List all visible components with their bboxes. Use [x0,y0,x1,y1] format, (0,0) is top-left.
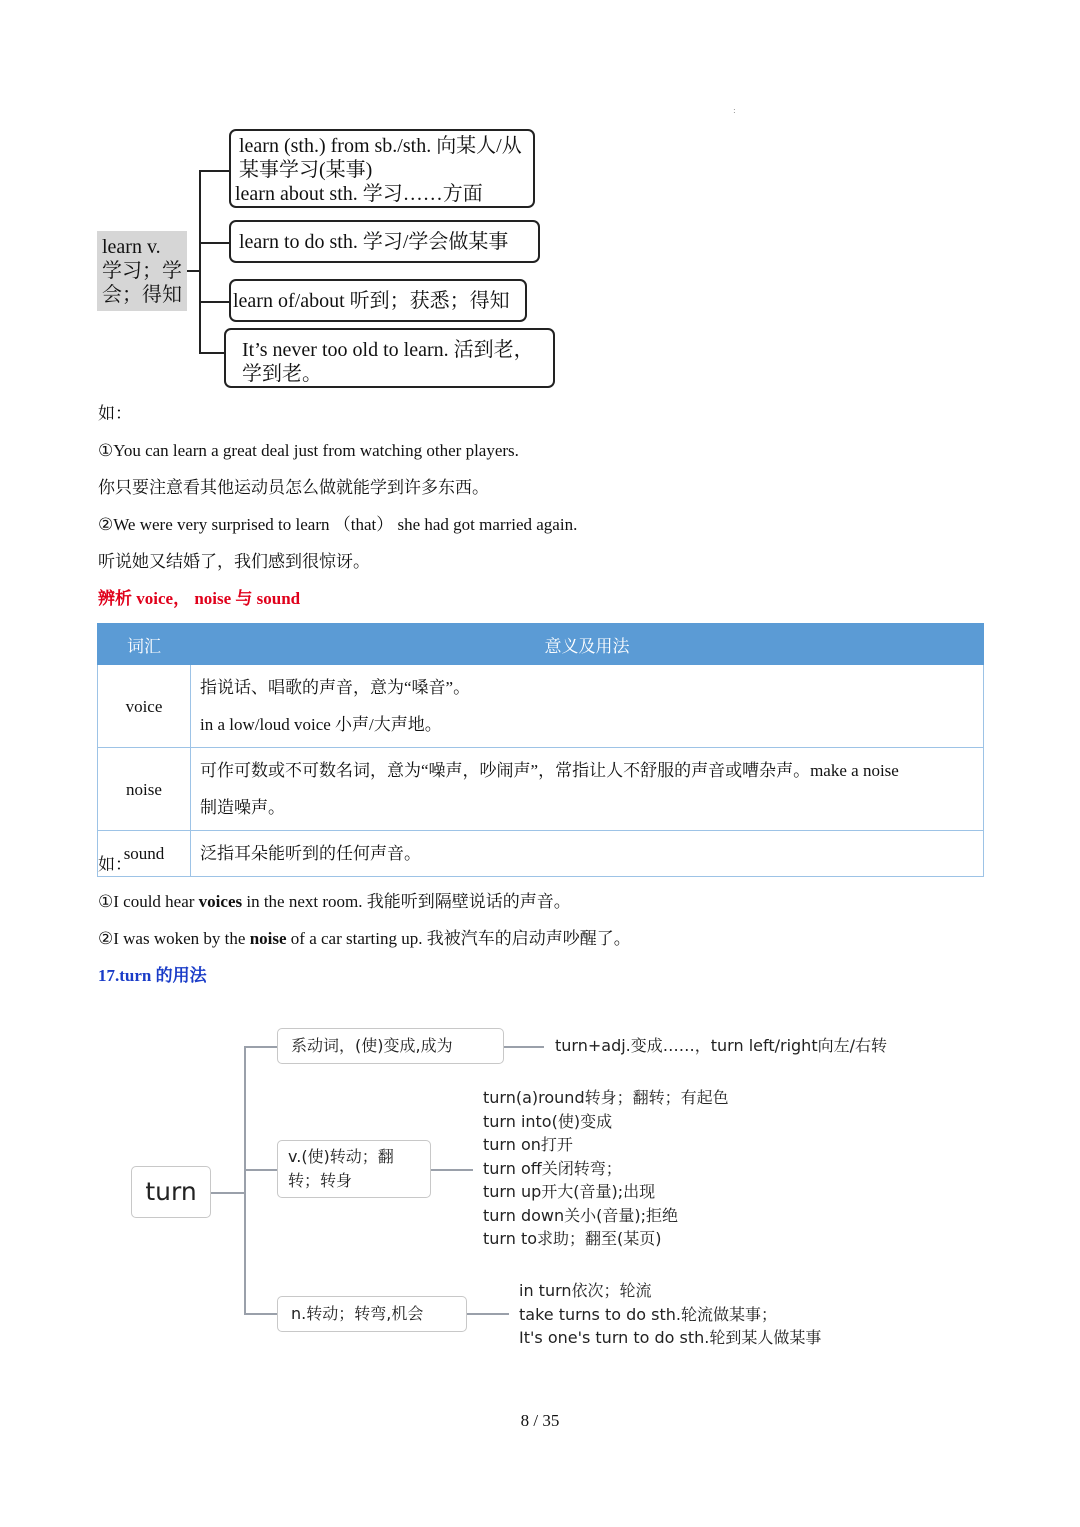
learn-branch-from [229,129,535,208]
list-item: turn into(使)变成 [483,1111,613,1131]
keyword: noise [249,929,287,948]
table-row [98,748,984,831]
table-header-meaning: 意义及用法 [191,624,984,665]
keyword: voices [198,892,243,911]
list-item: turn up开大(音量);出现 [483,1182,656,1201]
meaning-line: 可作可数或不可数名词，意为“噪声，吵闹声”，常指让人不舒服的声音或嘈杂声。make a noise [200,761,899,780]
connector [244,1169,278,1171]
turn-detail-list-verb [483,1086,729,1251]
connector [199,301,230,303]
page-number: 8 / 35 [520,1411,560,1430]
turn-branch-verb: v.(使)转动；翻转；转身 [277,1140,431,1198]
sentence-text: ①I could hear [98,892,199,911]
table-row [98,665,984,748]
table-cell-meaning [191,665,984,748]
learn-branch-to-do: learn to do sth. 学习/学会做某事 [229,220,540,263]
table-cell-meaning [191,831,984,877]
corner-mark: : [733,106,736,115]
list-item: in turn依次；轮流 [519,1281,652,1300]
table-cell-word: voice [98,665,191,748]
learn-branch-from-text: learn (sth.) from sb./sth. 向某人/从某事学习(某事) [239,135,522,181]
table-cell-word: noise [98,748,191,831]
example-label: 如： [98,855,132,874]
learn-branch-proverb: It’s never too old to learn. 活到老，学到老。 [224,328,555,388]
connector [187,270,199,272]
connector [431,1169,473,1171]
connector [244,1313,278,1315]
meaning-line: 泛指耳朵能听到的任何声音。 [200,844,421,863]
connector-trunk [199,170,201,354]
connector [504,1046,544,1048]
list-item: turn on打开 [483,1135,573,1154]
learn-root-node: learn v. 学习；学会；得知 [97,231,187,311]
turn-branch-linking-verb: 系动词，(使)变成,成为 [277,1028,504,1064]
list-item: turn down关小(音量);拒绝 [483,1205,678,1225]
turn-branch-noun: n.转动；转弯,机会 [277,1296,467,1332]
list-item: take turns to do sth.轮流做某事； [519,1304,777,1324]
sentence-text: of a car starting up. 我被汽车的启动声吵醒了。 [286,929,631,948]
sentence-text: ②I was woken by the [98,929,250,948]
connector [467,1313,509,1315]
meaning-line: in a low/loud voice 小声/大声地。 [200,715,442,734]
example-sentence [98,928,631,950]
vocab-comparison-table [97,623,984,877]
connector [211,1192,245,1194]
section-title-turn: 17.turn 的用法 [98,966,207,985]
list-item: turn(a)round转身；翻转；有起色 [483,1088,729,1107]
example-sentence [98,891,571,913]
example-translation: 听说她又结婚了，我们感到很惊讶。 [98,552,370,571]
sentence-text: in the next room. 我能听到隔壁说话的声音。 [242,892,571,911]
learn-branch-about-text: learn about sth. 学习……方面 [235,183,483,205]
table-row [98,831,984,877]
meaning-line: 指说话、唱歌的声音，意为“嗓音”。 [200,678,471,697]
learn-branch-of-about: learn of/about 听到；获悉；得知 [229,279,527,322]
turn-root-node: turn [131,1166,211,1218]
section-title-voice-noise-sound: 辨析 voice， noise 与 sound [98,589,301,608]
example-sentence: ①You can learn a great deal just from watching other players. [98,441,519,460]
table-cell-meaning [191,748,984,831]
table-header-word: 词汇 [98,624,191,665]
connector [199,242,230,244]
list-item: turn to求助；翻至(某页) [483,1229,662,1248]
connector [244,1046,278,1048]
turn-detail-linking-verb: turn+adj.变成……，turn left/right向左/右转 [555,1036,887,1055]
connector [199,352,225,354]
table-cell-word: sound [98,831,191,877]
meaning-line: 制造噪声。 [200,798,285,817]
example-sentence: ②We were very surprised to learn （that） she had got married again. [98,515,578,534]
example-label: 如： [98,404,132,423]
connector-trunk [244,1046,246,1314]
example-translation: 你只要注意看其他运动员怎么做就能学到许多东西。 [98,478,489,497]
list-item: It's one's turn to do sth.轮到某人做某事 [519,1328,822,1347]
turn-detail-list-noun [519,1279,821,1350]
list-item: turn off关闭转弯； [483,1158,622,1178]
connector [199,170,230,172]
